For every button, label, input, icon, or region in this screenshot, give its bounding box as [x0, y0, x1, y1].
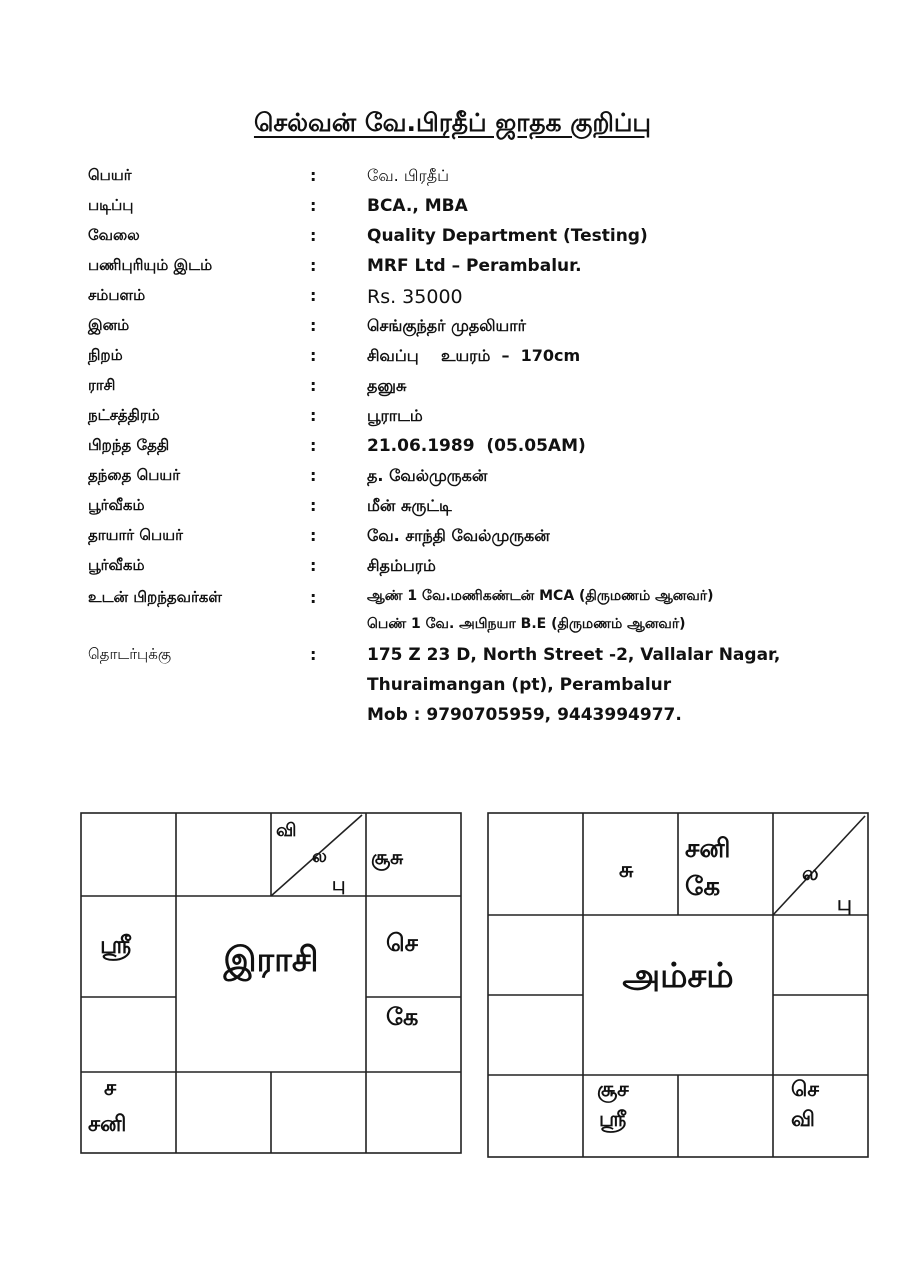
- detail-label: பணிபுரியும் இடம்: [88, 256, 213, 274]
- contact-mobile: Mob : 9790705959, 9443994977.: [367, 705, 682, 725]
- detail-colon: :: [310, 466, 317, 485]
- detail-colon: :: [310, 645, 317, 664]
- rasi-cell-la: ல: [312, 846, 327, 867]
- amsam-center-label: அம்சம்: [622, 956, 734, 996]
- detail-value: த. வேல்முருகன்: [367, 466, 488, 485]
- rasi-cell-ke: கே: [386, 1003, 419, 1031]
- amsam-cell-vi: வி: [791, 1107, 815, 1131]
- detail-value: மீன் சுருட்டி: [367, 496, 452, 515]
- amsam-cell-la: ல: [802, 861, 819, 885]
- rasi-chart: [80, 812, 462, 1154]
- detail-value: BCA., MBA: [367, 196, 468, 216]
- detail-label: பிறந்த தேதி: [88, 436, 170, 454]
- detail-row-father: [0, 466, 905, 496]
- detail-colon: :: [310, 588, 317, 607]
- detail-label: தொடர்புக்கு: [88, 645, 172, 663]
- rasi-cell-vi: வி: [276, 820, 297, 841]
- detail-row-name: [0, 166, 905, 196]
- detail-row-siblings: [0, 588, 905, 618]
- detail-row-workplace: [0, 256, 905, 286]
- amsam-cell-se: செ: [791, 1077, 819, 1101]
- detail-row-mother: [0, 526, 905, 556]
- detail-row-birthdate: [0, 436, 905, 466]
- detail-label: சம்பளம்: [88, 286, 146, 304]
- detail-colon: :: [310, 406, 317, 425]
- detail-row-community: [0, 316, 905, 346]
- detail-label: பூர்வீகம்: [88, 496, 145, 514]
- contact-address-line1: 175 Z 23 D, North Street -2, Vallalar Nagar,: [367, 645, 781, 665]
- detail-colon: :: [310, 496, 317, 515]
- rasi-cell-bu: பு: [332, 874, 346, 895]
- detail-label: வேலை: [88, 226, 140, 244]
- detail-row-contact: [0, 645, 905, 675]
- detail-row-native-2: [0, 556, 905, 586]
- detail-row-education: [0, 196, 905, 226]
- detail-row-job: [0, 226, 905, 256]
- detail-label: தாயார் பெயர்: [88, 526, 183, 544]
- rasi-cell-sa: ச: [104, 1076, 117, 1101]
- detail-value: 21.06.1989 (05.05AM): [367, 436, 586, 456]
- detail-colon: :: [310, 166, 317, 185]
- detail-label: ராசி: [88, 376, 116, 394]
- detail-row-rasi: [0, 376, 905, 406]
- detail-row-star: [0, 406, 905, 436]
- detail-value: தனுசு: [367, 376, 407, 395]
- detail-colon: :: [310, 556, 317, 575]
- amsam-cell-sri: ஸ்ரீ: [599, 1107, 627, 1131]
- detail-colon: :: [310, 316, 317, 335]
- detail-value: வே. சாந்தி வேல்முருகன்: [367, 526, 550, 545]
- detail-row-siblings-continued: [0, 616, 905, 646]
- amsam-cell-ke: கே: [685, 872, 721, 902]
- page-title: செல்வன் வே.பிரதீப் ஜாதக குறிப்பு: [253, 108, 652, 137]
- detail-label: உடன் பிறந்தவர்கள்: [88, 588, 222, 606]
- rasi-cell-sri: ஸ்ரீ: [100, 931, 132, 959]
- detail-label: நட்சத்திரம்: [88, 406, 160, 424]
- contact-address-line2: Thuraimangan (pt), Perambalur: [367, 675, 672, 695]
- detail-value: Rs. 35000: [367, 286, 463, 308]
- detail-colon: :: [310, 226, 317, 245]
- detail-row-contact-2: [0, 675, 905, 705]
- detail-value: சிதம்பரம்: [367, 556, 436, 575]
- rasi-cell-sani: சனி: [88, 1112, 127, 1137]
- detail-colon: :: [310, 526, 317, 545]
- detail-value: ஆண் 1 வே.மணிகண்டன் MCA (திருமணம் ஆனவர்): [367, 588, 714, 604]
- rasi-cell-se: செ: [386, 929, 418, 957]
- detail-value: Quality Department (Testing): [367, 226, 648, 246]
- amsam-cell-bu: பு: [837, 891, 852, 915]
- detail-value: சிவப்பு உயரம் – 170cm: [367, 346, 581, 365]
- detail-row-salary: [0, 286, 905, 316]
- detail-row-complexion: [0, 346, 905, 376]
- detail-colon: :: [310, 286, 317, 305]
- detail-value: MRF Ltd – Perambalur.: [367, 256, 582, 276]
- detail-value: வே. பிரதீப்: [367, 166, 450, 185]
- rasi-cell-suusu: சூசு: [371, 845, 404, 869]
- detail-colon: :: [310, 346, 317, 365]
- detail-value: செங்குந்தர் முதலியார்: [367, 316, 526, 335]
- amsam-chart: [487, 812, 869, 1158]
- detail-row-contact-3: [0, 705, 905, 735]
- detail-label: தந்தை பெயர்: [88, 466, 181, 484]
- detail-colon: :: [310, 256, 317, 275]
- amsam-cell-su: சு: [619, 858, 634, 883]
- detail-row-native-1: [0, 496, 905, 526]
- detail-value: பூராடம்: [367, 406, 423, 425]
- rasi-center-label: இராசி: [223, 940, 319, 980]
- detail-colon: :: [310, 436, 317, 455]
- detail-colon: :: [310, 376, 317, 395]
- detail-colon: :: [310, 196, 317, 215]
- detail-label: பெயர்: [88, 166, 132, 184]
- amsam-cell-suusa: சூச: [597, 1077, 629, 1101]
- amsam-cell-sani: சனி: [685, 834, 731, 864]
- detail-label: நிறம்: [88, 346, 123, 364]
- detail-label: பூர்வீகம்: [88, 556, 145, 574]
- detail-label: படிப்பு: [88, 196, 134, 214]
- detail-label: இனம்: [88, 316, 130, 334]
- detail-continuation: பெண் 1 வே. அபிநயா B.E (திருமணம் ஆனவர்): [367, 616, 686, 632]
